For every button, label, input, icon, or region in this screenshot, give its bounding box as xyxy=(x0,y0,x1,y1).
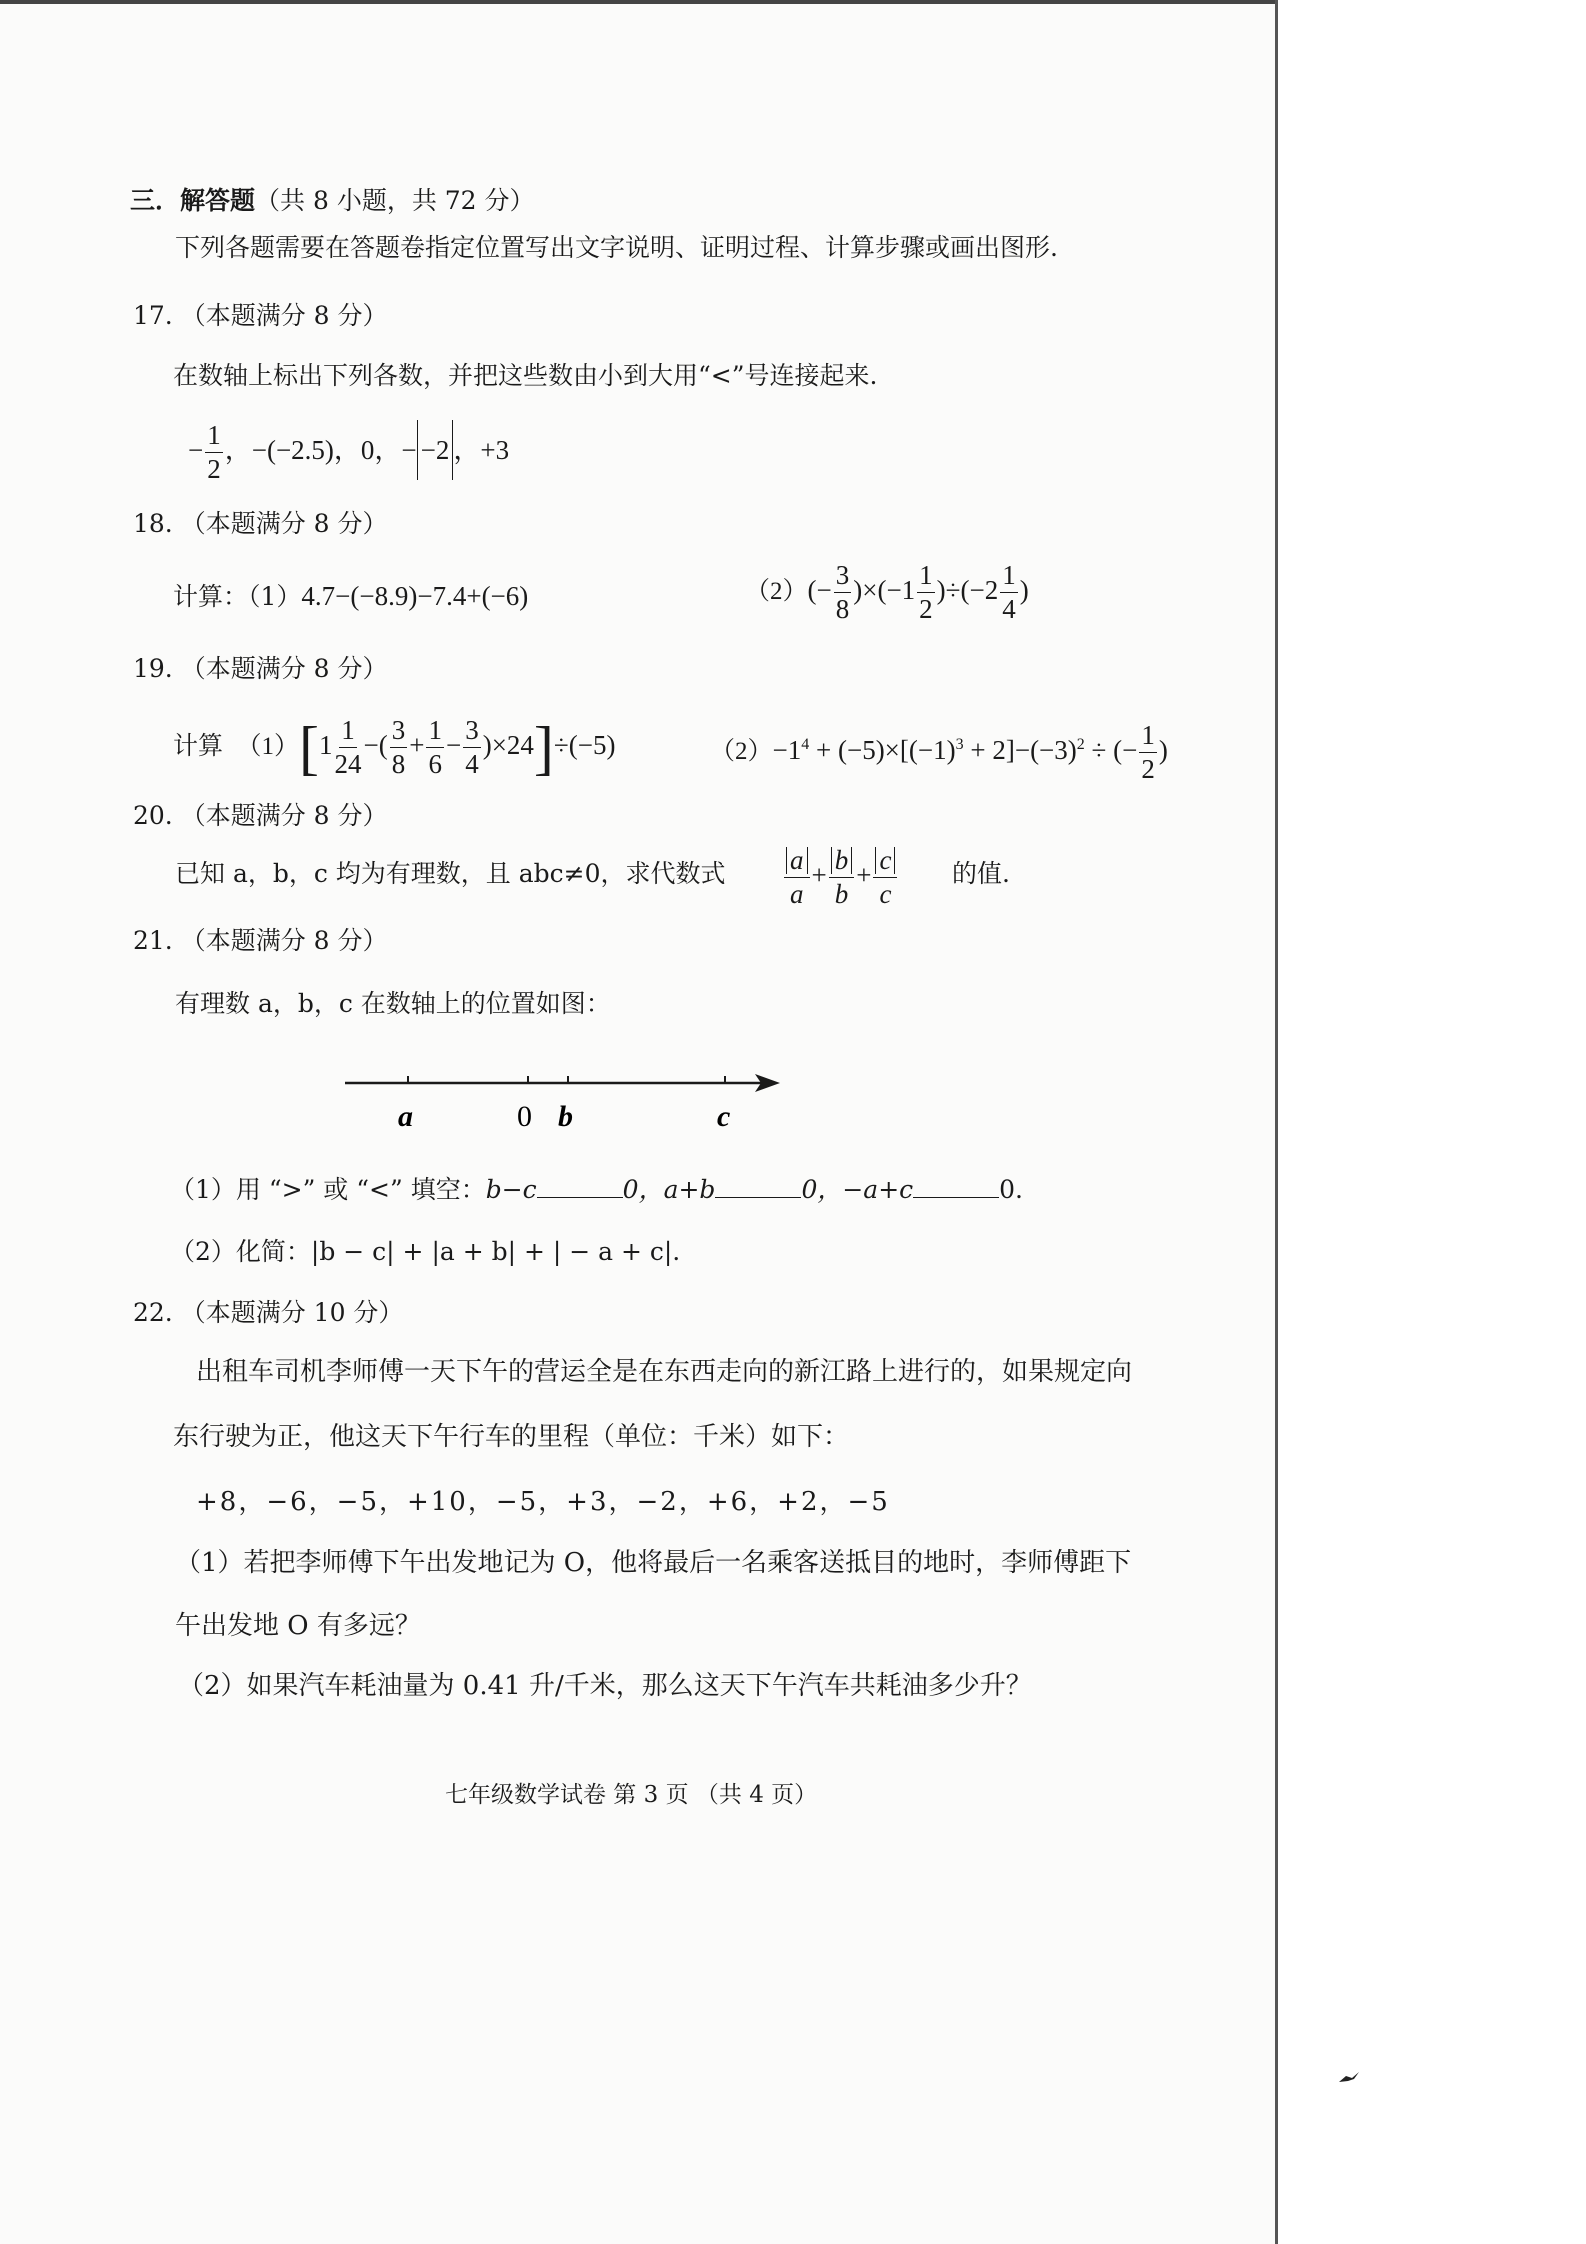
q21-part1 xyxy=(170,1174,1023,1206)
section-title: 三．解答题 xyxy=(130,186,256,215)
q21-number-line xyxy=(340,1060,800,1140)
q18-label: 计算： xyxy=(173,582,249,611)
q22-sub2: （2）如果汽车耗油量为 0.41 升/千米，那么这天下午汽车共耗油多少升？ xyxy=(178,1671,1032,1701)
axis-label-b: b xyxy=(558,1100,573,1133)
q20-number: 20. xyxy=(133,801,173,830)
q22-para-line1: 出租车司机李师傅一天下午的营运全是在东西走向的新江路上进行的，如果规定向 xyxy=(196,1357,1133,1387)
section-meta: （共 8 小题，共 72 分） xyxy=(255,186,535,215)
q21-blank-3[interactable] xyxy=(913,1175,999,1198)
q21-part1-expr3: 0，−a+c xyxy=(801,1175,914,1204)
q22-para-line2: 东行驶为正，他这天下午行车的里程（单位：千米）如下： xyxy=(173,1422,850,1452)
q19-part1-label: （1） xyxy=(236,733,300,760)
q19-header xyxy=(133,653,388,685)
q17-number: 17. xyxy=(133,301,173,330)
q17-header xyxy=(133,300,388,332)
q19-part2-label: （2） xyxy=(710,738,773,765)
q17-points: （本题满分 8 分） xyxy=(180,301,388,330)
q21-points: （本题满分 8 分） xyxy=(180,926,388,955)
q19-part2: $(2)-1^4 + (-5)\times[(-1)^3 + 2]-(-3)^2$ ÷ (− $\frac{1}{2}$ ) xyxy=(710,720,1168,785)
q19-number: 19. xyxy=(133,654,173,683)
scan-top-edge xyxy=(0,0,1275,4)
q21-intro: 有理数 a，b，c 在数轴上的位置如图： xyxy=(175,989,611,1018)
scan-right-edge xyxy=(1275,0,1278,2244)
q17-numbers: − $\frac{1}{2}$ ，−(−2.5)，0，− −2 ，+3 xyxy=(188,420,510,485)
q20-points: （本题满分 8 分） xyxy=(180,801,388,830)
q22-sub1-line2: 午出发地 O 有多远？ xyxy=(175,1611,421,1641)
q20-header xyxy=(133,800,388,832)
q20-text-before: 已知 a，b，c 均为有理数，且 abc≠0，求代数式 xyxy=(175,859,726,888)
q20-text-after: 的值. xyxy=(952,859,1010,888)
q19-points: （本题满分 8 分） xyxy=(180,654,388,683)
scan-speck-icon xyxy=(1338,2070,1360,2084)
q21-blank-2[interactable] xyxy=(715,1175,801,1198)
q19-part1: 计算 （1）[1 $\frac{1}{24}$ −( $\frac{3}{8}$ + $\frac{1}{6}$ − $\frac{3}{4}$ )×24]÷(−5) xyxy=(173,714,616,781)
q22-points: （本题满分 10 分） xyxy=(180,1298,404,1327)
q22-sub1-line1: （1）若把李师傅下午出发地记为 O，他将最后一名乘客送抵目的地时，李师傅距下 xyxy=(175,1548,1132,1578)
section-header xyxy=(130,185,535,217)
q18-header xyxy=(133,508,388,540)
q22-number: 22. xyxy=(133,1298,173,1327)
q18-part2-label: （2） xyxy=(745,578,808,605)
q21-part2: （2）化简：|b − c| + |a + b| + | − a + c|. xyxy=(170,1237,681,1266)
q18-points: （本题满分 8 分） xyxy=(180,509,388,538)
q22-values: +8，−6，−5，+10，−5，+3，−2，+6，+2，−5 xyxy=(196,1487,890,1517)
q18-part1-expr: 4.7−(−8.9)−7.4+(−6) xyxy=(301,581,529,611)
q22-header xyxy=(133,1297,403,1329)
q19-label: 计算 xyxy=(173,733,224,760)
q21-blank-1[interactable] xyxy=(537,1175,623,1198)
q20-expression: $\frac{a}{a}$ + $\frac{b}{b}$ + $\frac{c}{c}$ xyxy=(782,835,899,915)
q18-number: 18. xyxy=(133,509,173,538)
q21-part1-end: 0. xyxy=(999,1175,1024,1204)
q18-part1-label: （1） xyxy=(248,582,302,611)
page-footer: 七年级数学试卷 第 3 页 （共 4 页） xyxy=(445,1782,818,1808)
q18-part2: （2）(− $\frac{3}{8}$ )×(−1 $\frac{1}{2}$ )÷(−2 $\frac{1}{4}$ ) xyxy=(745,560,1029,625)
q21-header xyxy=(133,925,388,957)
axis-label-0: 0 xyxy=(517,1100,532,1133)
q21-part1-expr1: b−c xyxy=(485,1175,537,1204)
q17-text: 在数轴上标出下列各数，并把这些数由小到大用“<”号连接起来. xyxy=(173,361,878,390)
q21-number: 21. xyxy=(133,926,173,955)
q21-part1-prefix: （1）用 “>” 或 “<” 填空： xyxy=(170,1175,486,1204)
q21-part1-expr2: 0，a+b xyxy=(622,1175,716,1204)
section-instruction: 下列各题需要在答题卷指定位置写出文字说明、证明过程、计算步骤或画出图形. xyxy=(175,233,1058,262)
axis-label-c: c xyxy=(717,1100,731,1133)
q18-part1 xyxy=(173,580,528,613)
axis-label-a: a xyxy=(398,1100,413,1133)
